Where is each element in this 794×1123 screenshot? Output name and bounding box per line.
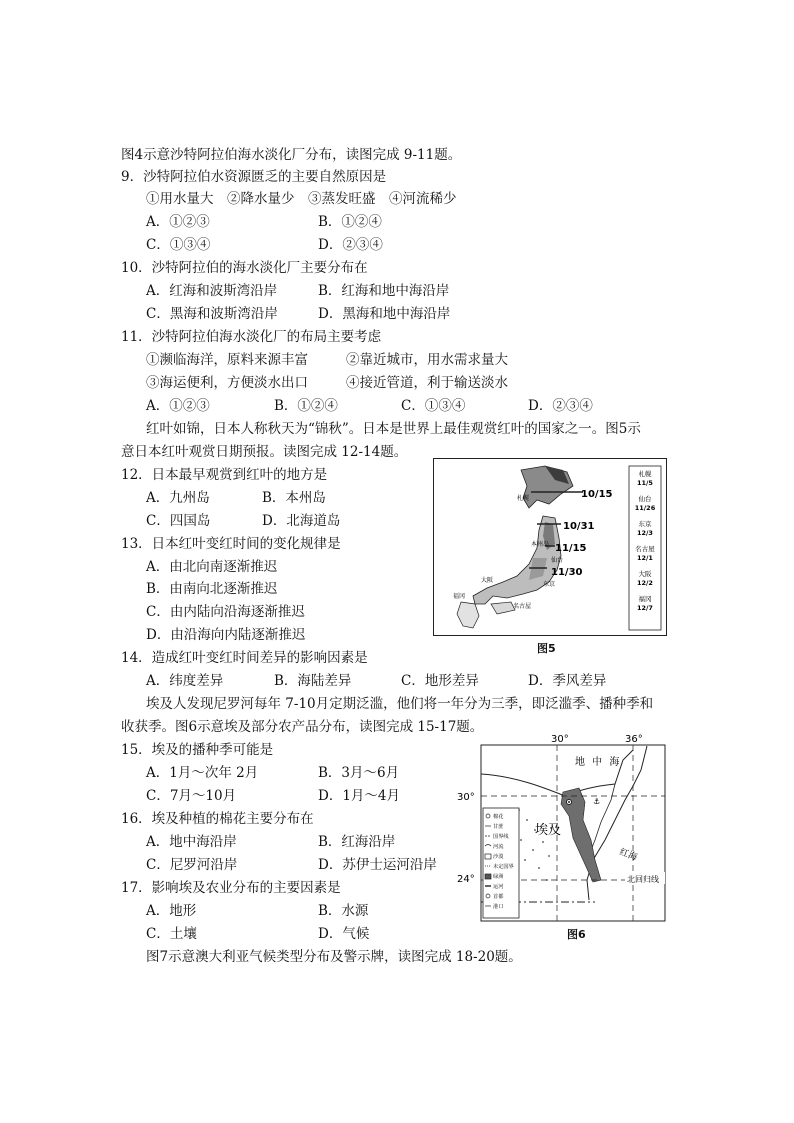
question-17: 17．影响埃及农业分布的主要因素是 xyxy=(121,880,341,896)
q15-option-b[interactable]: B．3月～6月 xyxy=(318,765,400,781)
legend-date-6: 12/7 xyxy=(637,604,653,612)
label-honshu: 本州岛 xyxy=(531,541,550,548)
q10-option-b[interactable]: B．红海和地中海沿岸 xyxy=(318,283,450,299)
legend-sugarcane: 甘蔗 xyxy=(493,824,504,830)
question-15: 15．埃及的播种季可能是 xyxy=(121,742,274,758)
q15-option-c[interactable]: C．7月～10月 xyxy=(146,788,237,804)
city-sendai: 仙台 xyxy=(551,557,564,564)
question-11: 11．沙特阿拉伯海水淡化厂的布局主要考虑 xyxy=(121,329,382,345)
egypt-map-svg xyxy=(455,730,669,924)
q16-option-d[interactable]: D．苏伊士运河沿岸 xyxy=(318,857,437,873)
question-14: 14．造成红叶变红时间差异的影响因素是 xyxy=(121,650,368,666)
q10-option-d[interactable]: D．黑海和地中海沿岸 xyxy=(318,306,451,322)
q11-statement-3: ③海运便利，方便淡水出口 xyxy=(146,375,308,391)
legend-river: 河流 xyxy=(493,844,504,850)
legend-border: 国界线 xyxy=(493,834,509,840)
q10-option-c[interactable]: C．黑海和波斯湾沿岸 xyxy=(146,306,278,322)
legend-undefined-border: 未定国界 xyxy=(493,864,514,870)
q11-option-a[interactable]: A．①②③ xyxy=(146,398,210,414)
legend-city-1: 札幌 xyxy=(638,470,652,478)
q12-option-c[interactable]: C．四国岛 xyxy=(146,513,211,529)
intro-fig7: 图7示意澳大利亚气候类型分布及警示牌，读图完成 18-20题。 xyxy=(146,949,522,965)
figure-6-caption: 图6 xyxy=(567,928,586,941)
city-tokyo: 东京 xyxy=(543,581,556,588)
figure-5-japan-map xyxy=(433,458,667,636)
legend-city-6: 福冈 xyxy=(638,595,652,603)
q9-option-c[interactable]: C．①③④ xyxy=(146,237,211,253)
figure-6-egypt-map xyxy=(455,730,669,924)
q13-option-c[interactable]: C．由内陆向沿海逐渐推迟 xyxy=(146,604,305,620)
lat-30: 30° xyxy=(457,792,475,803)
q17-option-d[interactable]: D．气候 xyxy=(318,926,370,942)
legend-city-5: 大阪 xyxy=(638,570,652,578)
legend-date-5: 12/2 xyxy=(637,579,653,587)
intro-fig5-line2: 意日本红叶观赏日期预报。读图完成 12-14题。 xyxy=(121,444,408,460)
legend-desert: 沙漠 xyxy=(493,854,504,860)
lon-30: 30° xyxy=(551,734,569,745)
q16-option-a[interactable]: A．地中海沿岸 xyxy=(146,834,237,850)
q14-option-b[interactable]: B．海陆差异 xyxy=(274,673,352,689)
q14-option-a[interactable]: A．纬度差异 xyxy=(146,673,224,689)
label-egypt: 埃及 xyxy=(535,823,562,838)
q13-option-a[interactable]: A．由北向南逐渐推迟 xyxy=(146,559,278,575)
q11-option-b[interactable]: B．①②④ xyxy=(274,398,338,414)
legend-cotton: 棉花 xyxy=(493,814,504,820)
legend-date-4: 12/1 xyxy=(637,554,653,562)
legend-port: 港口 xyxy=(493,904,504,910)
city-osaka: 大阪 xyxy=(481,577,494,584)
q9-option-b[interactable]: B．①②④ xyxy=(318,214,382,230)
q11-statement-1: ①濒临海洋，原料来源丰富 xyxy=(146,352,308,368)
q16-option-c[interactable]: C．尼罗河沿岸 xyxy=(146,857,238,873)
label-red-sea: 红海 xyxy=(617,847,639,863)
question-9: 9．沙特阿拉伯水资源匮乏的主要自然原因是 xyxy=(121,169,387,185)
q12-option-b[interactable]: B．本州岛 xyxy=(262,490,326,506)
legend-date-1: 11/5 xyxy=(637,479,653,487)
isoline-label-2: 10/31 xyxy=(563,521,595,532)
isoline-label-4: 11/30 xyxy=(551,567,583,578)
question-13: 13．日本红叶变红时间的变化规律是 xyxy=(121,536,341,552)
q9-statements: ①用水量大 ②降水量少 ③蒸发旺盛 ④河流稀少 xyxy=(146,191,457,207)
q10-option-a[interactable]: A．红海和波斯湾沿岸 xyxy=(146,283,278,299)
legend-city-4: 名古屋 xyxy=(635,545,655,553)
lon-36: 36° xyxy=(625,734,643,745)
q17-option-c[interactable]: C．土壤 xyxy=(146,926,197,942)
city-nagoya: 名古屋 xyxy=(513,603,532,610)
intro-fig6-line1: 埃及人发现尼罗河每年 7-10月定期泛滥，他们将一年分为三季，即泛滥季、播种季和 xyxy=(146,696,654,712)
question-10: 10．沙特阿拉伯的海水淡化厂主要分布在 xyxy=(121,260,368,276)
q9-option-a[interactable]: A．①②③ xyxy=(146,214,210,230)
intro-fig6-line2: 收获季。图6示意埃及部分农产品分布，读图完成 15-17题。 xyxy=(121,719,484,735)
lat-24: 24° xyxy=(457,874,475,885)
legend-oasis: 绿洲 xyxy=(493,874,504,880)
legend-city-2: 仙台 xyxy=(638,495,652,503)
legend-canal: 运河 xyxy=(493,884,504,890)
city-fukuoka: 福冈 xyxy=(453,593,466,600)
legend-city-3: 东京 xyxy=(638,520,652,528)
label-tropic: 北回归线 xyxy=(627,875,659,884)
q14-option-c[interactable]: C．地形差异 xyxy=(401,673,479,689)
q15-option-d[interactable]: D．1月～4月 xyxy=(318,788,401,804)
q15-option-a[interactable]: A．1月～次年 2月 xyxy=(146,765,259,781)
q13-option-d[interactable]: D．由沿海向内陆逐渐推迟 xyxy=(146,627,306,643)
legend-capital: 首都 xyxy=(493,894,504,900)
japan-map-svg xyxy=(433,458,667,636)
intro-fig4: 图4示意沙特阿拉伯海水淡化厂分布，读图完成 9-11题。 xyxy=(121,147,462,163)
q17-option-a[interactable]: A．地形 xyxy=(146,903,197,919)
q11-statement-2: ②靠近城市，用水需求量大 xyxy=(346,352,508,368)
isoline-label-3: 11/15 xyxy=(555,543,587,554)
svg-text:⚓: ⚓ xyxy=(593,797,601,806)
legend-date-2: 11/26 xyxy=(634,504,656,512)
q14-option-d[interactable]: D．季风差异 xyxy=(528,673,607,689)
city-sapporo: 札幌 xyxy=(517,495,530,502)
q11-option-c[interactable]: C．①③④ xyxy=(401,398,466,414)
question-16: 16．埃及种植的棉花主要分布在 xyxy=(121,811,314,827)
q12-option-a[interactable]: A．九州岛 xyxy=(146,490,210,506)
legend-date-3: 12/3 xyxy=(637,529,653,537)
figure-5-caption: 图5 xyxy=(537,642,556,655)
isoline-label-1: 10/15 xyxy=(581,489,613,500)
q13-option-b[interactable]: B．由南向北逐渐推迟 xyxy=(146,581,278,597)
q11-option-d[interactable]: D．②③④ xyxy=(528,398,593,414)
label-mediterranean: 地 中 海 xyxy=(575,757,622,768)
q12-option-d[interactable]: D．北海道岛 xyxy=(262,513,341,529)
q16-option-b[interactable]: B．红海沿岸 xyxy=(318,834,396,850)
question-12: 12．日本最早观赏到红叶的地方是 xyxy=(121,467,328,483)
q11-statement-4: ④接近管道，利于输送淡水 xyxy=(346,375,508,391)
intro-fig5-line1: 红叶如锦，日本人称秋天为“锦秋”。日本是世界上最佳观赏红叶的国家之一。图5示 xyxy=(146,421,641,437)
q17-option-b[interactable]: B．水源 xyxy=(318,903,369,919)
q9-option-d[interactable]: D．②③④ xyxy=(318,237,383,253)
